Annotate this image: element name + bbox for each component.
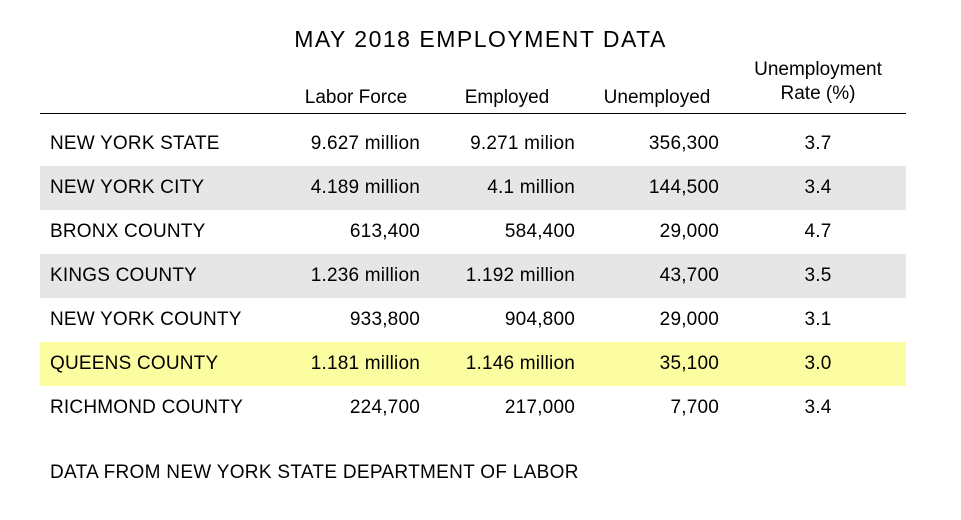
source-note: DATA FROM NEW YORK STATE DEPARTMENT OF LABOR — [50, 462, 579, 483]
row-labor-force: 224,700 — [349, 397, 420, 418]
row-unemployed: 144,500 — [648, 177, 719, 198]
table-row — [40, 298, 906, 342]
column-header-unemployment-rate-line2: Rate (%) — [780, 83, 856, 104]
row-rate: 4.7 — [804, 221, 832, 242]
row-rate: 3.5 — [804, 265, 832, 286]
table-row — [40, 122, 906, 166]
row-rate: 3.1 — [804, 309, 832, 330]
row-name: NEW YORK STATE — [50, 133, 220, 154]
column-header-unemployed: Unemployed — [603, 87, 711, 108]
row-labor-force: 1.236 million — [310, 265, 420, 286]
row-name: RICHMOND COUNTY — [50, 397, 243, 418]
row-employed: 217,000 — [504, 397, 575, 418]
row-labor-force: 933,800 — [349, 309, 420, 330]
row-employed: 904,800 — [504, 309, 575, 330]
row-unemployed: 43,700 — [659, 265, 719, 286]
row-labor-force: 613,400 — [349, 221, 420, 242]
row-labor-force: 9.627 million — [310, 133, 420, 154]
row-employed: 584,400 — [504, 221, 575, 242]
row-employed: 4.1 million — [487, 177, 575, 198]
table-row — [40, 386, 906, 430]
table-row — [40, 166, 906, 210]
column-header-employed: Employed — [464, 87, 550, 108]
employment-table — [40, 122, 906, 430]
column-header-labor-force: Labor Force — [304, 87, 408, 108]
row-name: NEW YORK COUNTY — [50, 309, 242, 330]
row-rate: 3.4 — [804, 397, 832, 418]
row-unemployed: 356,300 — [648, 133, 719, 154]
table-row — [40, 210, 906, 254]
column-header-unemployment-rate-line1: Unemployment — [754, 59, 882, 80]
page-title: MAY 2018 EMPLOYMENT DATA — [294, 26, 667, 52]
row-employed: 1.146 million — [465, 353, 575, 374]
row-rate: 3.0 — [804, 353, 832, 374]
table-row — [40, 342, 906, 386]
row-rate: 3.7 — [804, 133, 832, 154]
row-rate: 3.4 — [804, 177, 832, 198]
table-row — [40, 254, 906, 298]
row-name: NEW YORK CITY — [50, 177, 205, 198]
header-divider — [40, 113, 906, 114]
row-unemployed: 29,000 — [659, 309, 719, 330]
row-employed: 9.271 milion — [470, 133, 575, 154]
column-header-unemployment-rate — [736, 58, 900, 106]
row-labor-force: 4.189 million — [310, 177, 420, 198]
row-unemployed: 7,700 — [670, 397, 719, 418]
row-unemployed: 35,100 — [659, 353, 719, 374]
row-unemployed: 29,000 — [659, 221, 719, 242]
row-employed: 1.192 million — [465, 265, 575, 286]
row-name: QUEENS COUNTY — [50, 353, 219, 374]
row-name: KINGS COUNTY — [50, 265, 198, 286]
row-name: BRONX COUNTY — [50, 221, 206, 242]
row-labor-force: 1.181 million — [310, 353, 420, 374]
